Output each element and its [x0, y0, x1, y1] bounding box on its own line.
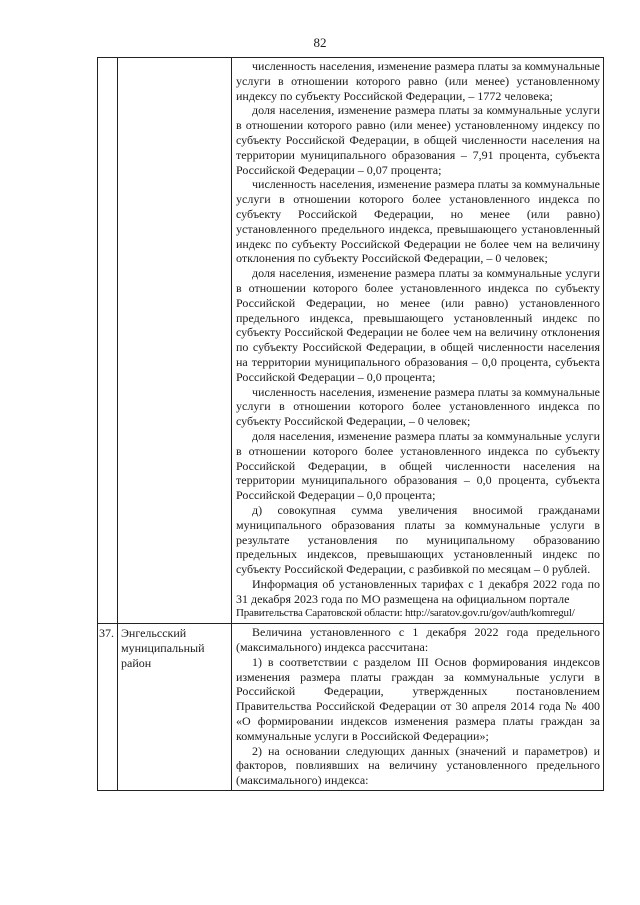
description-cell: [232, 58, 603, 623]
description-cell: [232, 624, 603, 790]
row-number-cell: [98, 58, 118, 623]
municipality-name-cell: Энгельсский муниципальный район: [118, 624, 232, 790]
paragraph: Информация об установленных тарифах с 1 декабря 2022 года по 31 декабря 2023 года по МО размещена на официальном портале: [236, 576, 600, 606]
paragraph: 2) на основании следующих данных (значений и параметров) и факторов, повлиявших на величину установленного предельного (максимального) индекса:: [236, 743, 600, 788]
paragraph: Величина установленного с 1 декабря 2022 года предельного (максимального) индекса рассчитана:: [236, 625, 600, 655]
paragraph: численность населения, изменение размера платы за коммунальные услуги в отношении которого более установленного индекса по субъекту Российской Федерации, – 0 человек;: [236, 384, 600, 429]
table-row: [98, 58, 603, 623]
municipality-name-cell: [118, 58, 232, 623]
paragraph: доля населения, изменение размера платы за коммунальные услуги в отношении которого более установленного индекса по субъекту Российской Федерации, но менее (или равно) установленного предельного индекса, превышающего установленный индекс по субъекту Российской Федерации не более чем на величину отклонения по субъекту Российской Федерации, в общей численности населения на территории муниципального образования – 0,0 процента, субъекта Российской Федерации – 0,0 процента;: [236, 266, 600, 384]
page-number: 82: [313, 35, 327, 50]
portal-link[interactable]: Правительства Саратовской области: http://saratov.gov.ru/gov/auth/komregul/: [236, 607, 575, 620]
paragraph: д) совокупная сумма увеличения вносимой гражданами муниципального образования платы за коммунальные услуги в результате установления по муниципальному образованию предельных индексов, превышающих установленный индекс по субъекту Российской Федерации, с разбивкой по месяцам – 0 рублей.: [236, 502, 600, 577]
row-number-cell: 37.: [98, 624, 118, 790]
paragraph: доля населения, изменение размера платы за коммунальные услуги в отношении которого более установленного индекса по субъекту Российской Федерации, в общей численности населения на территории муниципального образования – 0,0 процента, субъекта Российской Федерации – 0,0 процента;: [236, 428, 600, 503]
paragraph: доля населения, изменение размера платы за коммунальные услуги в отношении которого равно (или менее) установленному индексу по субъекту Российской Федерации, в общей численности населения на территории муниципального образования – 7,91 процента, субъекта Российской Федерации – 0,07 процента;: [236, 103, 600, 177]
paragraph: численность населения, изменение размера платы за коммунальные услуги в отношении которого более установленного индекса по субъекту Российской Федерации, но менее (или равно) установленного предельного индекса, превышающего установленный индекс по субъекту Российской Федерации не более чем на величину отклонения по субъекту Российской Федерации, – 0 человек;: [236, 177, 600, 266]
document-table: [97, 57, 604, 791]
paragraph: 1) в соответствии с разделом III Основ формирования индексов изменения размера платы граждан за коммунальные услуги в Российской Федерации, утвержденных постановлением Правительства Российской Федерации от 30 апреля 2014 года № 400 «О формировании индексов изменения размера платы граждан за коммунальные услуги в Российской Федерации»;: [236, 654, 600, 743]
table-row: [98, 623, 603, 790]
paragraph: численность населения, изменение размера платы за коммунальные услуги в отношении которого равно (или менее) установленному индексу по субъекту Российской Федерации, – 1772 человека;: [236, 59, 600, 103]
